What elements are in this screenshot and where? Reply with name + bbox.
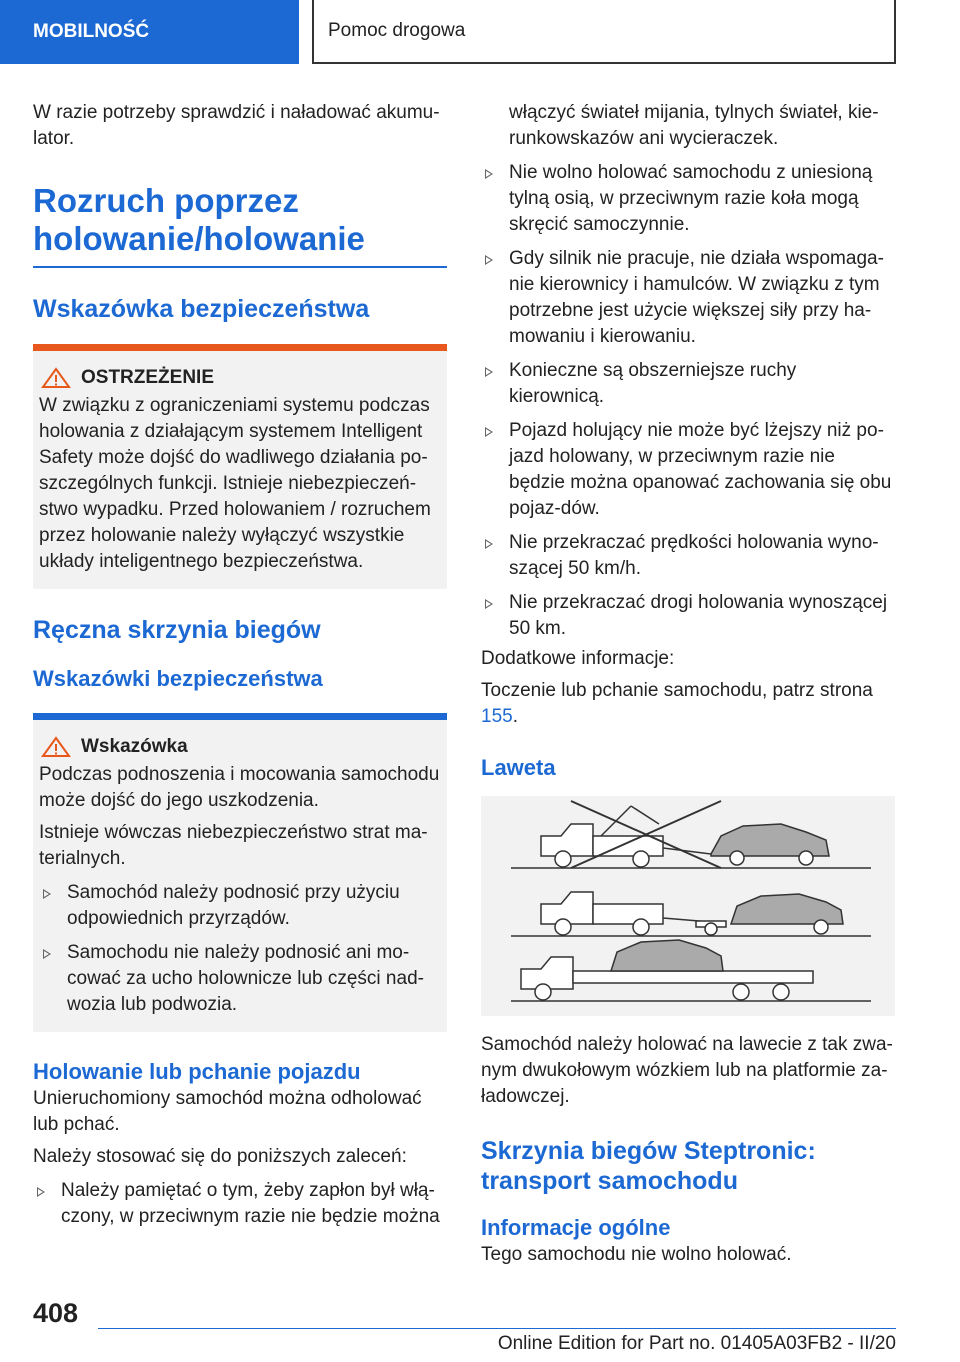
list-item: Samochodu nie należy podnosić ani mo-cować za ucho holownicze lub części nad-wozia lub podwozia. (39, 940, 441, 1018)
page-link[interactable]: 155 (481, 706, 513, 727)
towing-text-2: Należy stosować się do poniższych zaleceń: (33, 1146, 407, 1167)
safety-heading: Wskazówka bezpieczeństwa (33, 295, 370, 323)
list-continuation: włączyć świateł mijania, tylnych świateł, kie-runkowskazów ani wycieraczek. (509, 102, 879, 149)
footer-rule (98, 1328, 896, 1329)
note-text-2: Istnieje wówczas niebezpieczeństwo strat ma-terialnych. (39, 822, 428, 869)
list-item: Pojazd holujący nie może być lżejszy niż po-jazd holowany, w przeciwnym razie nie będzie można opanować zachowania się obu pojaz-dów. (481, 418, 895, 522)
page-title: Rozruch poprzez holowanie/holowanie (33, 182, 365, 257)
towing-list-cont (481, 160, 895, 642)
note-title (39, 734, 441, 760)
right-column (481, 100, 895, 1268)
warning-title (39, 365, 441, 391)
manual-safety-subheading: Wskazówki bezpieczeństwa (33, 666, 323, 691)
warning-title-text: OSTRZEŻENIE (81, 367, 215, 388)
towing-heading: Holowanie lub pchanie pojazdu (33, 1059, 361, 1084)
warning-box (33, 344, 447, 589)
left-column (33, 100, 447, 1238)
note-text-1: Podczas podnoszenia i mocowania samochodu może dojść do jego uszkodzenia. (39, 764, 440, 811)
section-tab (0, 0, 299, 64)
info-text: Tego samochodu nie wolno holować. (481, 1244, 792, 1265)
towing-illustration (481, 796, 895, 1016)
note-list (39, 880, 441, 1018)
note-box (33, 713, 447, 1032)
chapter-label: Pomoc drogowa (328, 20, 466, 41)
extra-info-text: Toczenie lub pchanie samochodu, patrz strona 155. (481, 680, 873, 727)
info-heading: Informacje ogólne (481, 1215, 671, 1240)
laweta-heading: Laweta (481, 755, 556, 780)
edition-text: Online Edition for Part no. 01405A03FB2 - II/20 (497, 1333, 896, 1354)
list-item: Nie przekraczać drogi holowania wynoszącej 50 km. (481, 590, 895, 642)
list-item: Konieczne są obszerniejsze ruchy kierownicą. (481, 358, 895, 410)
chapter-header (312, 0, 896, 64)
list-item: Gdy silnik nie pracuje, nie działa wspomaga-nie kierownicy i hamulców. W związku z tym potrzebne jest użycie większej siły przy ha-mowaniu i kierowaniu. (481, 246, 895, 350)
list-item: Nie wolno holować samochodu z uniesioną tylną osią, w przeciwnym razie koła mogą skręcić samoczynnie. (481, 160, 895, 238)
extra-info-label: Dodatkowe informacje: (481, 648, 675, 669)
page-number: 408 (33, 1298, 79, 1328)
section-label: MOBILNOŚĆ (33, 21, 150, 42)
towing-text-1: Unieruchomiony samochód można odholować lub pchać. (33, 1088, 422, 1135)
laweta-caption: Samochód należy holować na lawecie z tak zwa-nym dwukołowym wózkiem lub na platformie za-ładowczej. (481, 1034, 893, 1107)
towing-methods-figure (481, 796, 895, 1016)
list-item: Samochód należy podnosić przy użyciu odpowiednich przyrządów. (39, 880, 441, 932)
note-triangle-icon (41, 736, 71, 758)
warning-text: W związku z ograniczeniami systemu podczas holowania z działającym systemem Intelligent Safety może dojść do wadliwego działania po-szczególnych funkcji. Istnieje niebezpieczeń-stwo wypadku. Przed holowaniem / rozruchem przez holowanie należy wyłączyć wszystkie układy inteligentnego bezpieczeństwa. (39, 395, 431, 572)
list-item: Należy pamiętać o tym, żeby zapłon był włą-czony, w przeciwnym razie nie będzie można (33, 1178, 447, 1230)
intro-text: W razie potrzeby sprawdzić i naładować akumu-lator. (33, 102, 440, 149)
warning-triangle-icon (41, 367, 71, 389)
steptronic-heading: Skrzynia biegów Steptronic: transport samochodu (481, 1137, 816, 1195)
note-title-text: Wskazówka (81, 736, 188, 757)
towing-list (33, 1178, 447, 1230)
list-item: Nie przekraczać prędkości holowania wyno-szącej 50 km/h. (481, 530, 895, 582)
manual-gearbox-heading: Ręczna skrzynia biegów (33, 616, 321, 644)
